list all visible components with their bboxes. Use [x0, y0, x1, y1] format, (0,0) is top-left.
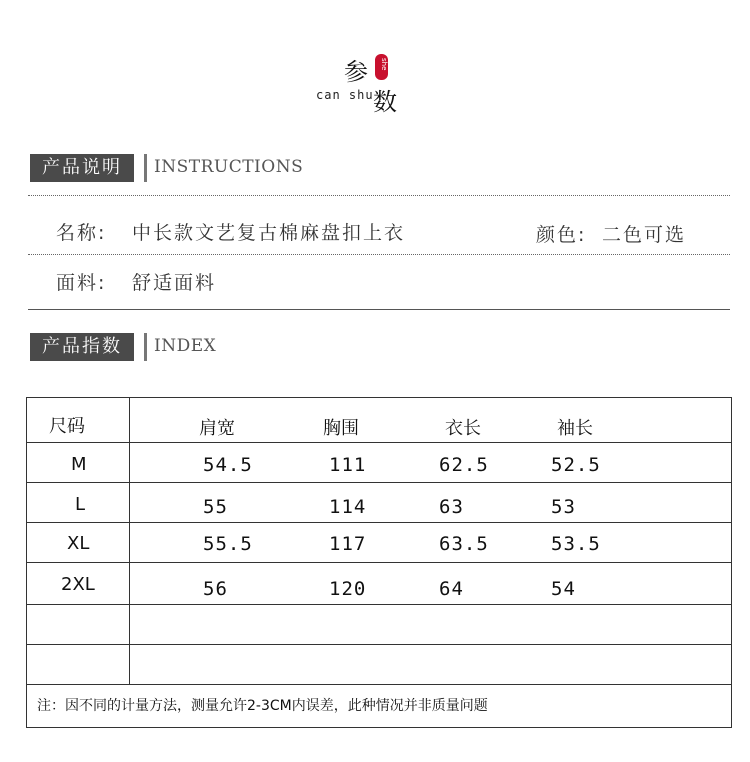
seal-text: she — [380, 58, 388, 71]
table-rule — [27, 522, 731, 523]
sleeve-cell: 52.5 — [551, 454, 601, 476]
shoulder-cell: 55.5 — [203, 533, 253, 555]
chest-cell: 120 — [329, 578, 367, 600]
header-shoulder: 肩宽 — [199, 418, 235, 439]
table-rule — [27, 442, 731, 443]
header-length: 衣长 — [445, 418, 481, 439]
instructions-tag-accent — [144, 154, 147, 182]
red-seal — [375, 54, 388, 80]
length-cell: 64 — [439, 578, 464, 600]
size-cell: M — [71, 454, 87, 475]
length-cell: 63.5 — [439, 533, 489, 555]
size-cell: XL — [67, 533, 90, 554]
index-tag-accent — [144, 333, 147, 361]
title-char-shu: 数 — [373, 88, 397, 116]
table-rule — [27, 604, 731, 605]
instructions-en-title: INSTRUCTIONS — [154, 157, 304, 177]
name-value: 中长款文艺复古棉麻盘扣上衣 — [132, 222, 406, 244]
header-chest: 胸围 — [323, 418, 359, 439]
size-table — [26, 397, 732, 728]
fabric-value: 舒适面料 — [132, 272, 217, 294]
index-en-title: INDEX — [154, 336, 217, 356]
chest-cell: 114 — [329, 496, 367, 518]
title-char-can: 参 — [344, 58, 368, 86]
measurement-note: 注：因不同的计量方法，测量允许2-3CM内误差，此种情况并非质量问题 — [37, 698, 488, 714]
shoulder-cell: 55 — [203, 496, 228, 518]
color-label: 颜色: — [536, 224, 587, 246]
table-column-rule — [129, 398, 130, 684]
sleeve-cell: 53.5 — [551, 533, 601, 555]
sleeve-cell: 54 — [551, 578, 576, 600]
shoulder-cell: 56 — [203, 578, 228, 600]
table-rule — [27, 644, 731, 645]
size-cell: L — [75, 494, 86, 515]
header-size: 尺码 — [49, 416, 85, 437]
chest-cell: 111 — [329, 454, 367, 476]
header-sleeve: 袖长 — [557, 418, 593, 439]
sleeve-cell: 53 — [551, 496, 576, 518]
shoulder-cell: 54.5 — [203, 454, 253, 476]
length-cell: 62.5 — [439, 454, 489, 476]
chest-cell: 117 — [329, 533, 367, 555]
length-cell: 63 — [439, 496, 464, 518]
size-cell: 2XL — [61, 574, 95, 595]
table-rule — [27, 482, 731, 483]
index-tag: 产品指数 — [30, 333, 134, 361]
name-label: 名称: — [56, 222, 107, 244]
instructions-tag: 产品说明 — [30, 154, 134, 182]
divider — [28, 195, 730, 196]
table-rule — [27, 684, 731, 685]
fabric-label: 面料: — [56, 272, 107, 294]
section-divider — [28, 309, 730, 310]
table-rule — [27, 562, 731, 563]
divider — [28, 254, 730, 255]
color-value: 二色可选 — [602, 224, 687, 246]
title-pinyin: can shu — [316, 88, 374, 102]
